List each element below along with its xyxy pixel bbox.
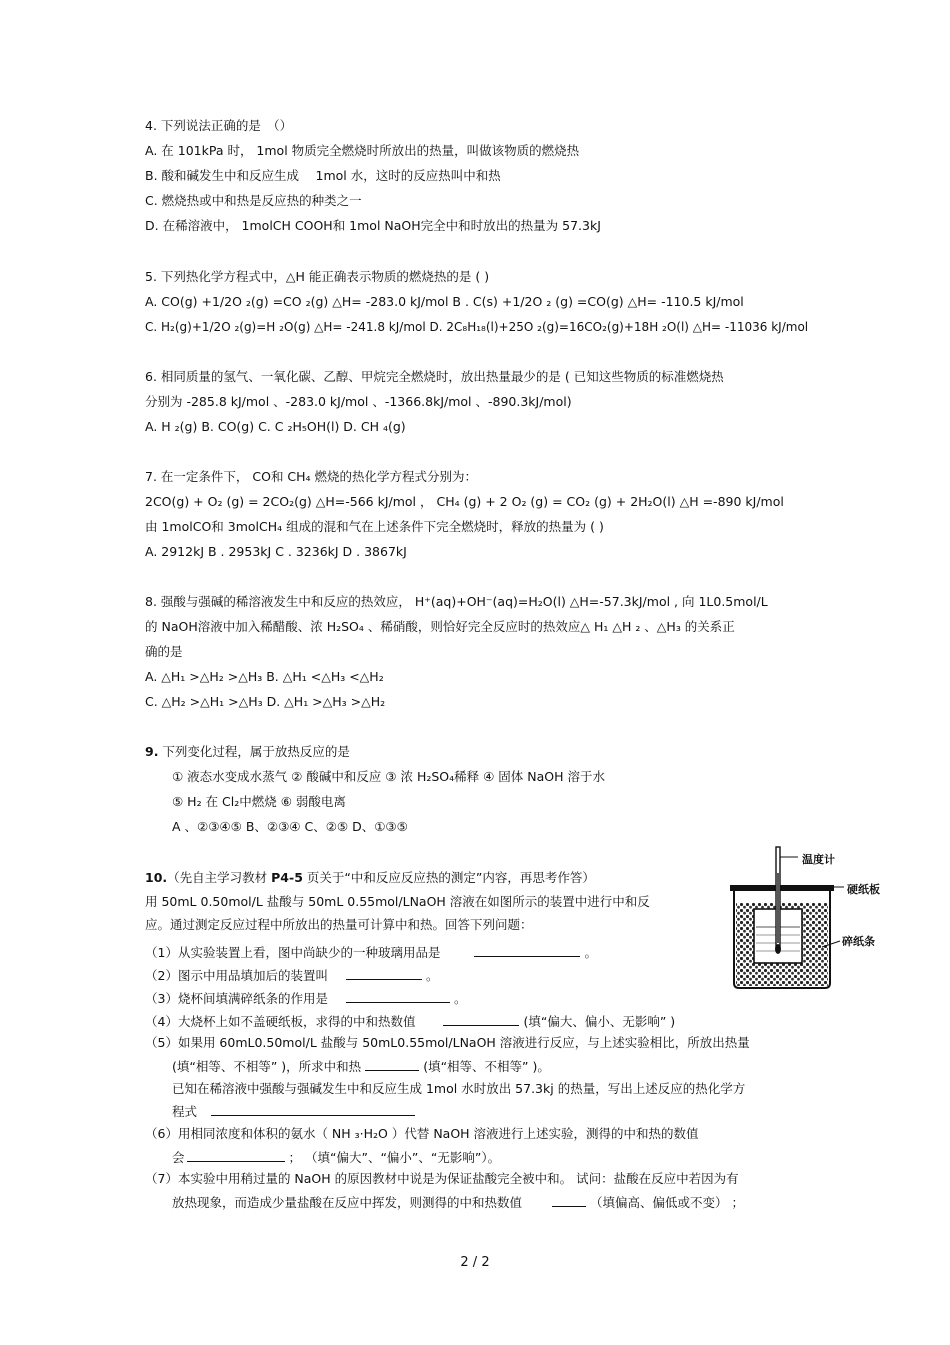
q10-intro-part1: （先自主学习教材: [167, 870, 272, 885]
q4-option-a: A. 在 101kPa 时， 1mol 物质完全燃烧时所放出的热量，叫做该物质的燃烧热: [145, 143, 580, 158]
q10-number: 10.: [145, 870, 168, 885]
q10-sub7-end: （填偏高、偏低或不变） ；: [590, 1195, 744, 1210]
answer-blank-equation[interactable]: [211, 1102, 415, 1116]
q10-sub5-line4: [172, 1102, 419, 1120]
q10-sub2: [145, 966, 438, 984]
q9-stem: 下列变化过程，属于放热反应的是: [158, 744, 350, 759]
q8-stem: 8. 强酸与强碱的稀溶液发生中和反应的热效应， H⁺(aq)+OH⁻(aq)=H₂O(l) △H=-57.3kJ/mol , 向 1L0.5mol/L: [145, 594, 768, 609]
q8-line3: 确的是: [145, 644, 183, 659]
q9-items-1: ① 液态水变成水蒸气 ② 酸碱中和反应 ③ 浓 H₂SO₄稀释 ④ 固体 NaOH 溶于水: [172, 769, 606, 784]
answer-blank-1[interactable]: [474, 943, 580, 957]
q5-options-ab: A. CO(g) +1/2O ₂(g) =CO ₂(g) △H= -283.0 kJ/mol B . C(s) +1/2O ₂ (g) =CO(g) △H= -110.5 kJ/mol: [145, 294, 744, 309]
answer-blank-2[interactable]: [346, 966, 422, 980]
q10-sub3-text: （3）烧杯间填满碎纸条的作用是: [145, 991, 328, 1006]
label-thermometer: 温度计: [802, 853, 835, 866]
q10-line3: 应。通过测定反应过程中所放出的热量可计算中和热。回答下列问题：: [145, 917, 533, 932]
q10-sub4-text: （4）大烧杯上如不盖硬纸板，求得的中和热数值: [145, 1014, 416, 1029]
q10-sub5-line2: [172, 1057, 550, 1075]
q10-intro-part2: 页关于“中和反应反应热的测定”内容，再思考作答）: [302, 870, 595, 885]
answer-blank-3[interactable]: [346, 989, 450, 1003]
q10-sub2-text: （2）图示中用品填加后的装置叫: [145, 968, 328, 983]
q10-sub3: [145, 989, 466, 1007]
q4-option-d: D. 在稀溶液中， 1molCH COOH和 1mol NaOH完全中和时放出的热量为 57.3kJ: [145, 218, 601, 233]
calorimeter-figure: [722, 843, 912, 993]
q10-sub5-line3: 已知在稀溶液中强酸与强碱发生中和反应生成 1mol 水时放出 57.3kj 的热量，写出上述反应的热化学方: [172, 1081, 746, 1096]
q10-sub5-end: (填“相等、不相等” )。: [423, 1059, 550, 1074]
label-cardboard: 硬纸板: [847, 883, 880, 896]
q5-options-cd: C. H₂(g)+1/2O ₂(g)=H ₂O(g) △H= -241.8 kJ/mol D. 2C₈H₁₈(l)+25O ₂(g)=16CO₂(g)+18H ₂O(l) △H= -11036 kJ/mol: [145, 320, 809, 334]
answer-blank-4[interactable]: [443, 1012, 519, 1026]
q5-stem: 5. 下列热化学方程式中，△H 能正确表示物质的燃烧热的是 ( ): [145, 269, 490, 284]
q10-sub7-line1: （7）本实验中用稍过量的 NaOH 的原因教材中说是为保证盐酸完全被中和。 试问：盐酸在反应中若因为有: [145, 1171, 739, 1186]
q4-stem: 4. 下列说法正确的是 （）: [145, 118, 293, 133]
answer-blank-6[interactable]: [187, 1148, 285, 1162]
q7-equation: 2CO(g) + O₂ (g) = 2CO₂(g) △H=-566 kJ/mol ， CH₄ (g) + 2 O₂ (g) = CO₂ (g) + 2H₂O(l) △H =-890 kJ/mol: [145, 494, 784, 509]
page-number: 2 / 2: [460, 1255, 490, 1270]
q10-sub4: [145, 1012, 675, 1030]
q10-sub7-line2: [172, 1193, 744, 1211]
q8-line2: 的 NaOH溶液中加入稀醋酸、浓 H₂SO₄ 、稀硝酸，则恰好完全反应时的热效应△ H₁ △H ₂ 、△H₃ 的关系正: [145, 619, 735, 634]
q10-sub6-line1: （6）用相同浓度和体积的氨水（ NH ₃·H₂O ）代替 NaOH 溶液进行上述实验，测得的中和热的数值: [145, 1126, 699, 1141]
q4-option-c: C. 燃烧热或中和热是反应热的种类之一: [145, 193, 362, 208]
q6-line2: 分别为 -285.8 kJ/mol 、-283.0 kJ/mol 、-1366.8kJ/mol 、-890.3kJ/mol): [145, 394, 572, 409]
q10-line2: 用 50mL 0.50mol/L 盐酸与 50mL 0.55mol/LNaOH 溶液在如图所示的装置中进行中和反: [145, 894, 650, 909]
q10-sub1: [145, 943, 597, 961]
q10-sub4-end: (填“偏大、偏小、无影响” ): [523, 1014, 676, 1029]
q7-options: A. 2912kJ B . 2953kJ C . 3236kJ D . 3867kJ: [145, 544, 407, 559]
answer-blank-7[interactable]: [552, 1193, 586, 1207]
q10-sub5-equation-label: 程式: [172, 1104, 198, 1119]
q9-items-2: ⑤ H₂ 在 Cl₂中燃烧 ⑥ 弱酸电离: [172, 794, 346, 809]
q10-sub1-text: （1）从实验装置上看，图中尚缺少的一种玻璃用品是: [145, 945, 441, 960]
q8-options-ab: A. △H₁ >△H₂ >△H₃ B. △H₁ <△H₃ <△H₂: [145, 669, 384, 684]
q10-sub3-end: 。: [453, 991, 467, 1006]
q10-sub7-text: 放热现象，而造成少量盐酸在反应中挥发，则测得的中和热数值: [172, 1195, 523, 1210]
q10-intro: [145, 869, 595, 887]
answer-blank-5[interactable]: [365, 1057, 419, 1071]
q7-stem: 7. 在一定条件下， CO和 CH₄ 燃烧的热化学方程式分别为：: [145, 469, 478, 484]
q10-sub6-text: 会: [172, 1150, 185, 1165]
q8-options-cd: C. △H₂ >△H₁ >△H₃ D. △H₁ >△H₃ >△H₂: [145, 694, 386, 709]
q7-question: 由 1molCO和 3molCH₄ 组成的混和气在上述条件下完全燃烧时，释放的热量为 ( ): [145, 519, 604, 534]
q10-textbook-ref: P4-5: [271, 870, 303, 885]
label-paper-strips: 碎纸条: [842, 935, 875, 948]
cardboard-cover: [730, 885, 834, 891]
q10-sub2-end: 。: [425, 968, 439, 983]
q9-options: A 、②③④⑤ B、②③④ C、②⑤ D、①③⑤: [172, 819, 408, 834]
q9-stem-line: [145, 743, 350, 761]
q10-sub5-line1: （5）如果用 60mL0.50mol/L 盐酸与 50mL0.55mol/LNaOH 溶液进行反应，与上述实验相比，所放出热量: [145, 1035, 750, 1050]
q6-stem: 6. 相同质量的氢气、一氧化碳、乙醇、甲烷完全燃烧时，放出热量最少的是 ( 已知这些物质的标准燃烧热: [145, 369, 724, 384]
q10-sub1-end: 。: [584, 945, 597, 960]
q10-sub6-line2: [172, 1148, 500, 1166]
q9-number: 9.: [145, 744, 159, 759]
q6-options: A. H ₂(g) B. CO(g) C. C ₂H₅OH(l) D. CH ₄(g): [145, 419, 406, 434]
q4-option-b: B. 酸和碱发生中和反应生成 1mol 水，这时的反应热叫中和热: [145, 168, 501, 183]
q10-sub5-text: (填“相等、不相等” )，所求中和热: [172, 1059, 362, 1074]
q10-sub6-end: ； （填“偏大”、“偏小”、“无影响”）。: [288, 1150, 501, 1165]
